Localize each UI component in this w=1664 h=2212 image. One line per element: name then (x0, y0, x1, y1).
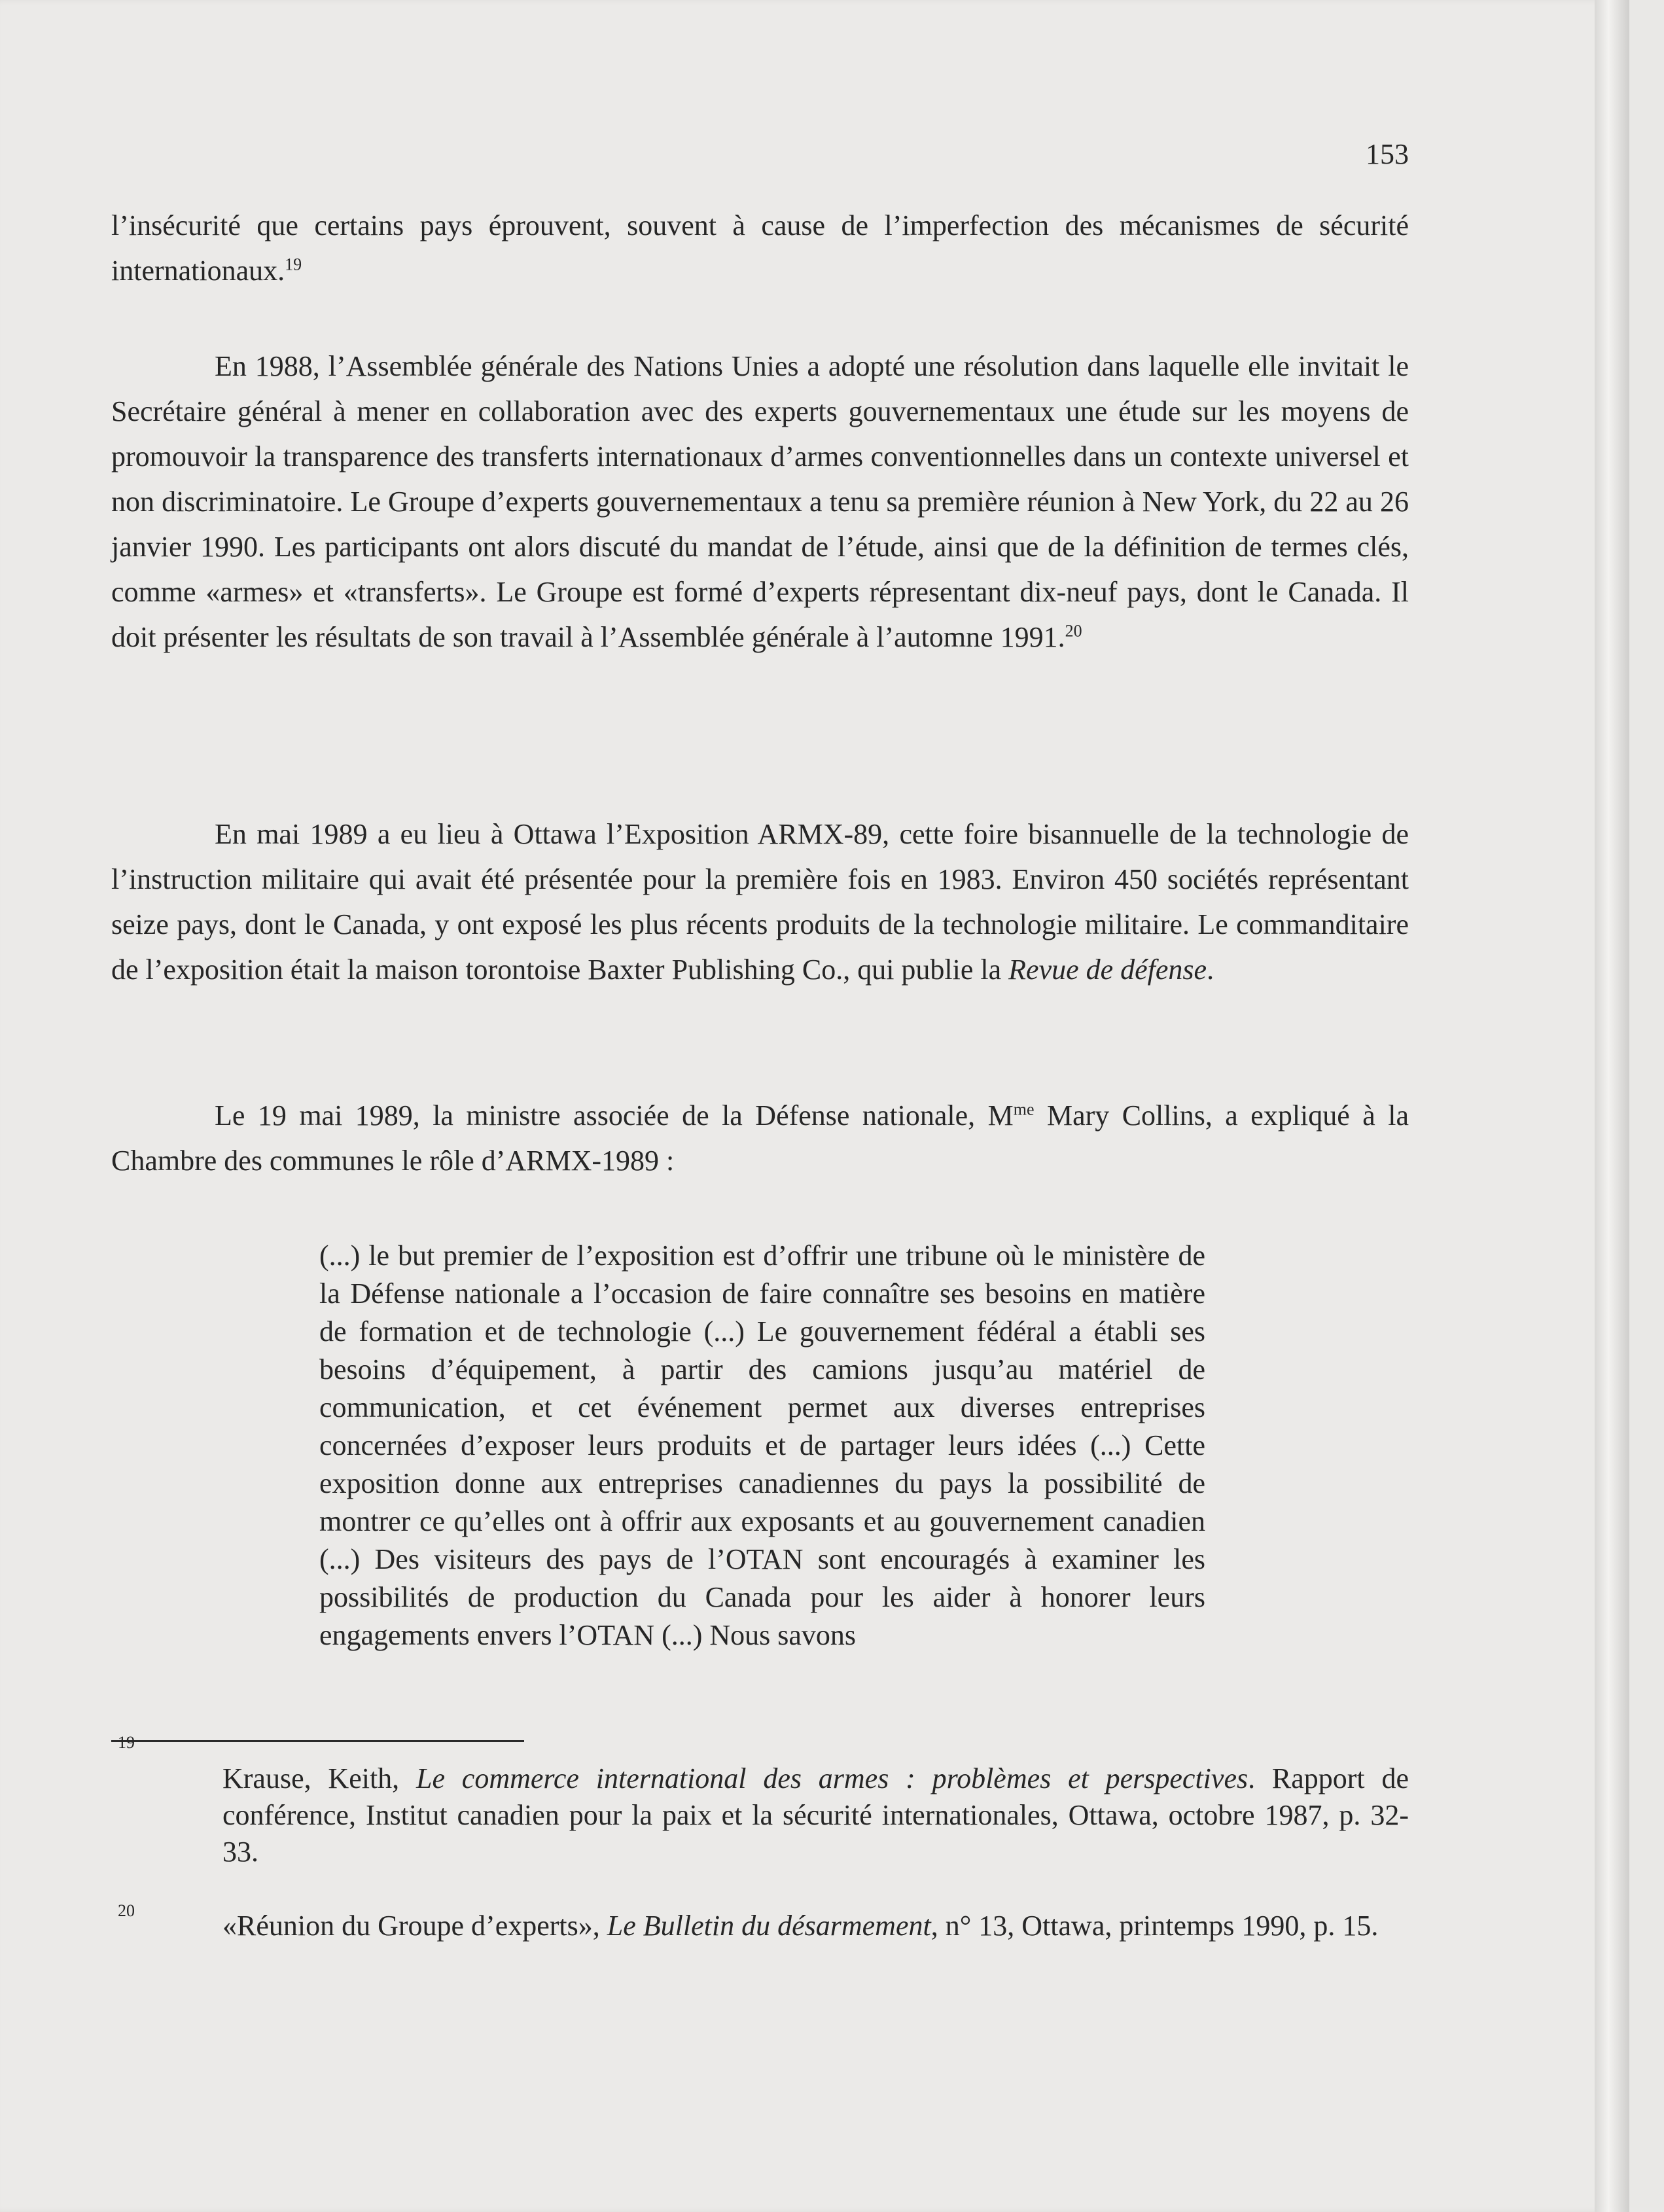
footnote-ref-20[interactable]: 20 (1065, 621, 1082, 641)
paragraph-intro-text: l’insécurité que certains pays éprouvent, souvent à cause de l’imperfection des mécanismes de sécurité internationaux. (111, 209, 1409, 287)
paragraph-intro (111, 203, 1409, 293)
footnote-19-title: Le commerce international des armes : problèmes et perspectives (416, 1762, 1248, 1794)
page-number: 153 (1366, 138, 1409, 170)
footnote-19-end: . Rapport de conférence, Institut canadien pour la paix et la sécurité internationales, Ottawa, octobre 1987, p. 32-33. (222, 1762, 1409, 1868)
footnote-number-20: 20 (118, 1901, 135, 1920)
paragraph-un-resolution-text: En 1988, l’Assemblée générale des Nations Unies a adopté une résolution dans laquelle elle invitait le Secrétaire général à mener en collaboration avec des experts gouvernementaux une étude sur les moyens de promouvoir la transparence des transferts internationaux d’armes conventionnelles dans un contexte universel et non discriminatoire. Le Groupe d’experts gouvernementaux a tenu sa première réunion à New York, du 22 au 26 janvier 1990. Les participants ont alors discuté du mandat de l’étude, ainsi que de la définition de termes clés, comme «armes» et «transferts». Le Groupe est formé d’experts répresentant dix-neuf pays, dont le Canada. Il doit présenter les résultats de son travail à l’Assemblée générale à l’automne 1991. (111, 350, 1409, 653)
paragraph-armx-89 (111, 812, 1409, 992)
magazine-title: Revue de défense (1008, 954, 1207, 986)
footnote-ref-19[interactable]: 19 (285, 255, 302, 274)
paragraph-armx-89-end: . (1207, 954, 1214, 986)
page-edge (1595, 0, 1629, 2212)
title-superscript: me (1013, 1099, 1035, 1119)
block-quote: (...) le but premier de l’exposition est d’offrir une tribune où le ministère de la Défense nationale a l’occasion de faire connaître ses besoins en matière de formation et de technologie (...) Le gouvernement fédéral a établi ses besoins d’équipement, à partir des camions jusqu’au matériel de communication, et cet événement permet aux diverses entreprises concernées d’exposer leurs produits et de partager leurs idées (...) Cette exposition donne aux entreprises canadiennes du pays la possibilité de montrer ce qu’elles ont à offrir aux exposants et au gouvernement canadien (...) Des visiteurs des pays de l’OTAN sont encouragés à examiner les possibilités de production du Canada pour les aider à honorer leurs engagements envers l’OTAN (...) Nous savons (319, 1240, 1205, 1651)
footnote-20-title: Le Bulletin du désarmement (607, 1910, 931, 1942)
footnote-20-end: , n° 13, Ottawa, printemps 1990, p. 15. (930, 1910, 1379, 1942)
footnote-20 (222, 1908, 1409, 1944)
footnote-separator (111, 1740, 524, 1742)
paragraph-armx-89-text: En mai 1989 a eu lieu à Ottawa l’Exposition ARMX-89, cette foire bisannuelle de la technologie de l’instruction militaire qui avait été présentée pour la première fois en 1983. Environ 450 sociétés représentant seize pays, dont le Canada, y ont exposé les plus récents produits de la technologie militaire. Le commanditaire de l’exposition était la maison torontoise Baxter Publishing Co., qui publie la (111, 818, 1409, 986)
footnote-19 (222, 1760, 1409, 1870)
paragraph-collins-start: Le 19 mai 1989, la ministre associée de la Défense nationale, M (215, 1099, 1014, 1132)
paragraph-collins-end: Mary Collins, a expliqué à la Chambre des communes le rôle d’ARMX-1989 : (111, 1099, 1409, 1177)
footnote-number-19: 19 (118, 1733, 135, 1752)
paragraph-un-resolution (111, 344, 1409, 660)
paragraph-collins (111, 1093, 1409, 1183)
footnote-20-start: «Réunion du Groupe d’experts», (222, 1910, 607, 1942)
footnote-19-start: Krause, Keith, (222, 1762, 416, 1794)
